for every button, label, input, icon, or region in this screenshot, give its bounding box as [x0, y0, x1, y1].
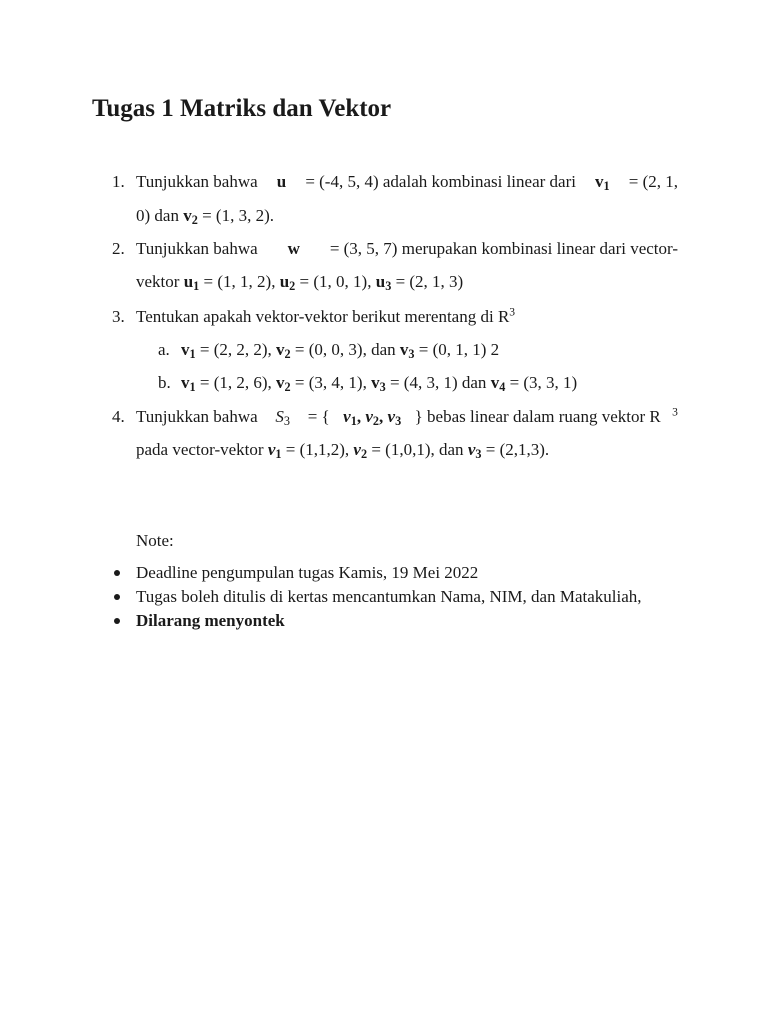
item-2-number: 2. — [112, 239, 125, 258]
vector-u3: u — [375, 272, 386, 291]
item-3a-label: a. — [158, 340, 170, 359]
item-3b-text-3: = (4, 3, 1) dan — [385, 373, 491, 392]
set-s: S — [275, 407, 284, 426]
item-3b-text-4: = (3, 3, 1) — [505, 373, 578, 392]
item-4-text-a: Tunjukkan bahwa — [136, 407, 262, 426]
vector-v2-subscript: 2 — [191, 213, 198, 228]
item-3b-text-1: = (1, 2, 6), — [195, 373, 277, 392]
item-3b-line — [181, 372, 577, 394]
item-2-line-2 — [136, 271, 463, 293]
item-4-line-2 — [136, 439, 549, 461]
item-1-text-c: = (2, 1, — [624, 172, 678, 191]
item-4-line-2-text-a: pada vector-vektor — [136, 440, 268, 459]
item-3-text-a: Tentukan apakah vektor-vektor berikut merentang di R — [136, 307, 510, 326]
item-2-line-2-text-a: vektor — [136, 272, 184, 291]
item-3b-label: b. — [158, 373, 171, 392]
vector-v3-subscript: 3 — [408, 347, 415, 362]
vector-v3: v — [399, 340, 409, 359]
vector-u1: u — [183, 272, 194, 291]
item-3-number: 3. — [112, 307, 125, 326]
vector-v3: v — [387, 407, 396, 426]
item-3a-text-3: = (0, 1, 1) 2 — [414, 340, 500, 359]
vector-u2: u — [279, 272, 290, 291]
item-4-text-b: = { — [303, 407, 330, 426]
vector-v2-subscript: 2 — [360, 447, 368, 462]
bullet-icon — [114, 594, 120, 600]
item-1-line-2 — [136, 205, 274, 227]
vector-v2-subscript: 2 — [372, 414, 380, 429]
item-4-text-c: } bebas linear dalam ruang vektor R — [414, 407, 661, 426]
vector-v1: v — [343, 407, 351, 426]
item-4-line-2-text-d: = (2,1,3). — [481, 440, 550, 459]
r3-superscript: 3 — [672, 405, 678, 419]
vector-v3-subscript: 3 — [395, 414, 402, 429]
item-1-number: 1. — [112, 172, 125, 191]
vector-v1: v — [181, 373, 190, 392]
vector-v2: v — [365, 407, 373, 426]
vector-v2: v — [183, 206, 192, 225]
separator: , — [379, 407, 388, 426]
vector-v1-subscript: 1 — [603, 179, 610, 194]
r3-superscript: 3 — [509, 305, 516, 319]
vector-v4-subscript: 4 — [499, 380, 506, 395]
bullet-icon — [114, 570, 120, 576]
item-3-line-1 — [136, 306, 515, 328]
note-bullet-2: Tugas boleh ditulis di kertas mencantumkan Nama, NIM, dan Matakuliah, — [136, 587, 642, 606]
item-3a-text-1: = (2, 2, 2), — [195, 340, 277, 359]
vector-u: u — [276, 172, 287, 191]
vector-v3: v — [371, 373, 380, 392]
item-3b-text-2: = (3, 4, 1), — [290, 373, 372, 392]
item-3a-line — [181, 339, 499, 361]
item-4-line-2-text-b: = (1,1,2), — [281, 440, 354, 459]
vector-w: w — [287, 239, 300, 258]
item-2-text-b: = (3, 5, 7) merupakan kombinasi linear dari vector- — [325, 239, 678, 258]
item-4-number: 4. — [112, 407, 125, 426]
bullet-icon — [114, 618, 120, 624]
vector-v1-subscript: 1 — [275, 447, 282, 462]
vector-u2-subscript: 2 — [289, 279, 296, 294]
item-1-line-1 — [136, 171, 678, 193]
vector-v3-subscript: 3 — [379, 380, 386, 395]
vector-u3-subscript: 3 — [385, 279, 392, 294]
vector-v1: v — [595, 172, 604, 191]
document-title: Tugas 1 Matriks dan Vektor — [92, 95, 392, 122]
note-bullet-1: Deadline pengumpulan tugas Kamis, 19 Mei 2022 — [136, 563, 479, 582]
note-label: Note: — [136, 531, 174, 550]
item-2-text-a: Tunjukkan bahwa — [136, 239, 262, 258]
vector-v1: v — [267, 440, 276, 459]
item-3a-text-2: = (0, 0, 3), dan — [290, 340, 400, 359]
vector-v2-subscript: 2 — [284, 380, 291, 395]
vector-v3-subscript: 3 — [475, 447, 482, 462]
note-bullet-3: Dilarang menyontek — [136, 611, 285, 630]
item-2-line-2-text-c: = (1, 0, 1), — [295, 272, 376, 291]
vector-v2: v — [353, 440, 361, 459]
vector-v1-subscript: 1 — [189, 380, 196, 395]
vector-v2: v — [276, 373, 285, 392]
item-4-line-2-text-c: = (1,0,1), dan — [367, 440, 468, 459]
item-1-text-b: = (-4, 5, 4) adalah kombinasi linear dari — [301, 172, 581, 191]
vector-v1-subscript: 1 — [350, 414, 357, 429]
vector-v1-subscript: 1 — [189, 347, 196, 362]
vector-u1-subscript: 1 — [193, 279, 200, 294]
item-2-line-2-text-b: = (1, 1, 2), — [199, 272, 280, 291]
item-2-line-1 — [136, 238, 678, 260]
set-s-subscript: 3 — [283, 414, 291, 429]
vector-v2: v — [276, 340, 285, 359]
separator: , — [356, 407, 366, 426]
item-1-text-a: Tunjukkan bahwa — [136, 172, 262, 191]
vector-v1: v — [181, 340, 190, 359]
vector-v3: v — [467, 440, 476, 459]
item-1-line-2-text-a: 0) dan — [136, 206, 184, 225]
item-2-line-2-text-d: = (2, 1, 3) — [391, 272, 464, 291]
item-1-line-2-text-b: = (1, 3, 2). — [197, 206, 275, 225]
item-4-line-1 — [136, 406, 678, 428]
vector-v2-subscript: 2 — [284, 347, 291, 362]
vector-v4: v — [490, 373, 500, 392]
